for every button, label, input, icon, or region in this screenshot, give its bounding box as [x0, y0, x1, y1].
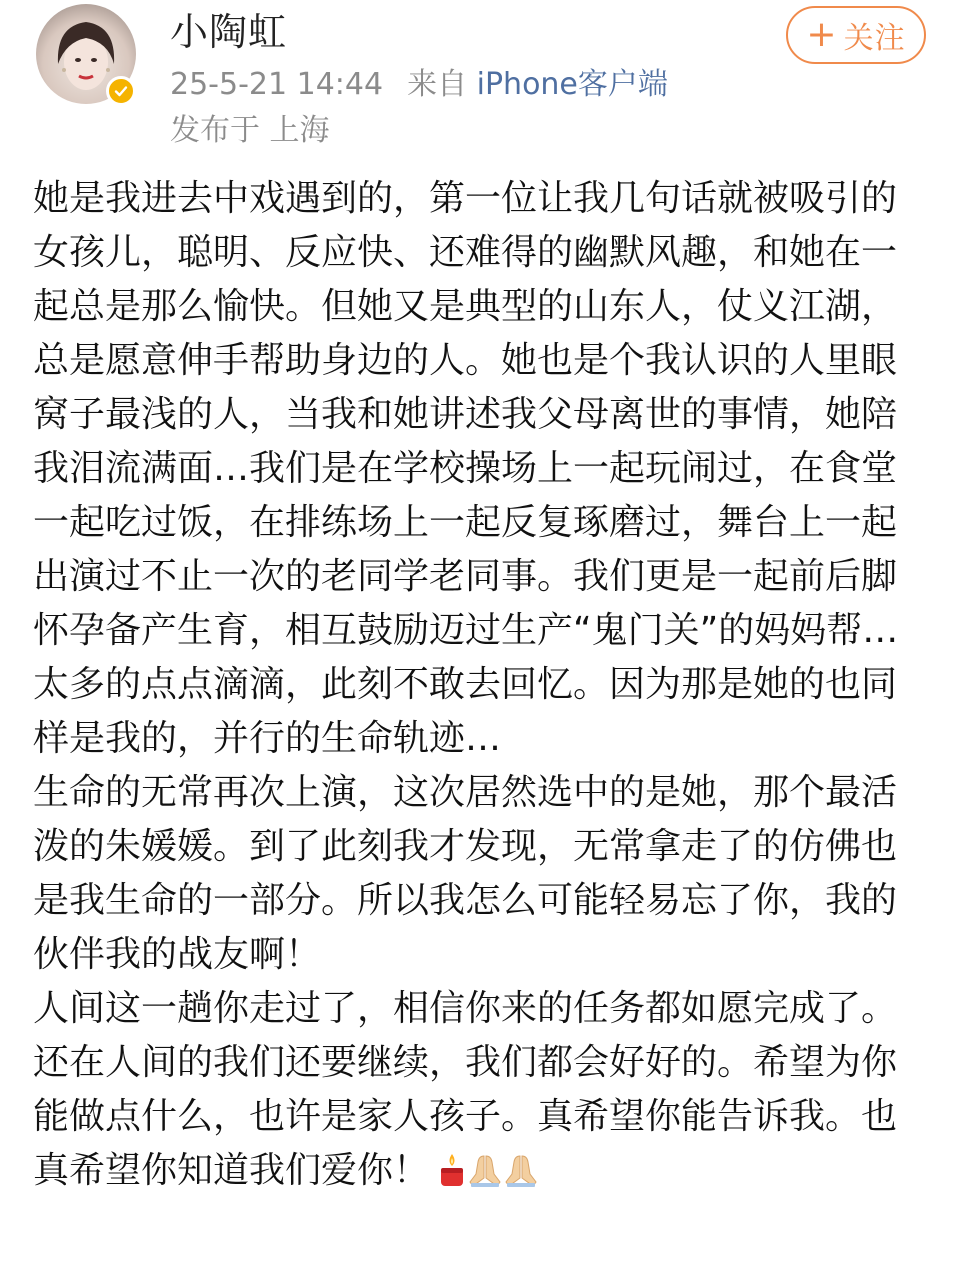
post-location: 发布于 上海	[170, 113, 330, 148]
post-time: 25-5-21 14:44	[170, 67, 384, 102]
praying-hands-icon	[503, 1152, 539, 1188]
paragraph: 她是我进去中戏遇到的，第一位让我几句话就被吸引的女孩儿，聪明、反应快、还难得的幽默风趣，和她在一起总是那么愉快。但她又是典型的山东人，仗义江湖，总是愿意伸手帮助身边的人。她也是个我认识的人里眼窝子最浅的人，当我和她讲述我父母离世的事情，她陪我泪流满面…我们是在学校操场上一起玩闹过，在食堂一起吃过饭，在排练场上一起反复琢磨过，舞台上一起出演过不止一次的老同学老同事。我们更是一起前后脚怀孕备产生育，相互鼓励迈过生产“鬼门关”的妈妈帮…太多的点点滴滴，此刻不敢去回忆。因为那是她的也同样是我的，并行的生命轨迹…	[33, 178, 899, 759]
emoji-group	[437, 1152, 539, 1188]
follow-button[interactable]	[786, 6, 926, 64]
post-meta	[170, 64, 668, 106]
candle-icon	[437, 1152, 467, 1188]
source-prefix: 来自	[407, 67, 468, 102]
author-name[interactable]: 小陶虹	[170, 10, 288, 54]
source-link[interactable]: iPhone客户端	[476, 67, 668, 102]
verified-badge-icon	[106, 76, 136, 106]
paragraph	[33, 982, 923, 1198]
follow-label: 关注	[843, 21, 906, 56]
praying-hands-icon	[467, 1152, 503, 1188]
paragraph-text: 人间这一趟你走过了，相信你来的任务都如愿完成了。还在人间的我们还要继续，我们都会好好的。希望为你能做点什么，也许是家人孩子。真希望你能告诉我。也真希望你知道我们爱你！	[33, 988, 898, 1191]
paragraph: 生命的无常再次上演，这次居然选中的是她，那个最活泼的朱媛媛。到了此刻我才发现，无常拿走了的仿佛也是我生命的一部分。所以我怎么可能轻易忘了你，我的伙伴我的战友啊！	[33, 772, 898, 975]
post-header	[0, 0, 960, 160]
plus-icon: +	[806, 14, 838, 55]
post-body	[33, 172, 923, 1198]
